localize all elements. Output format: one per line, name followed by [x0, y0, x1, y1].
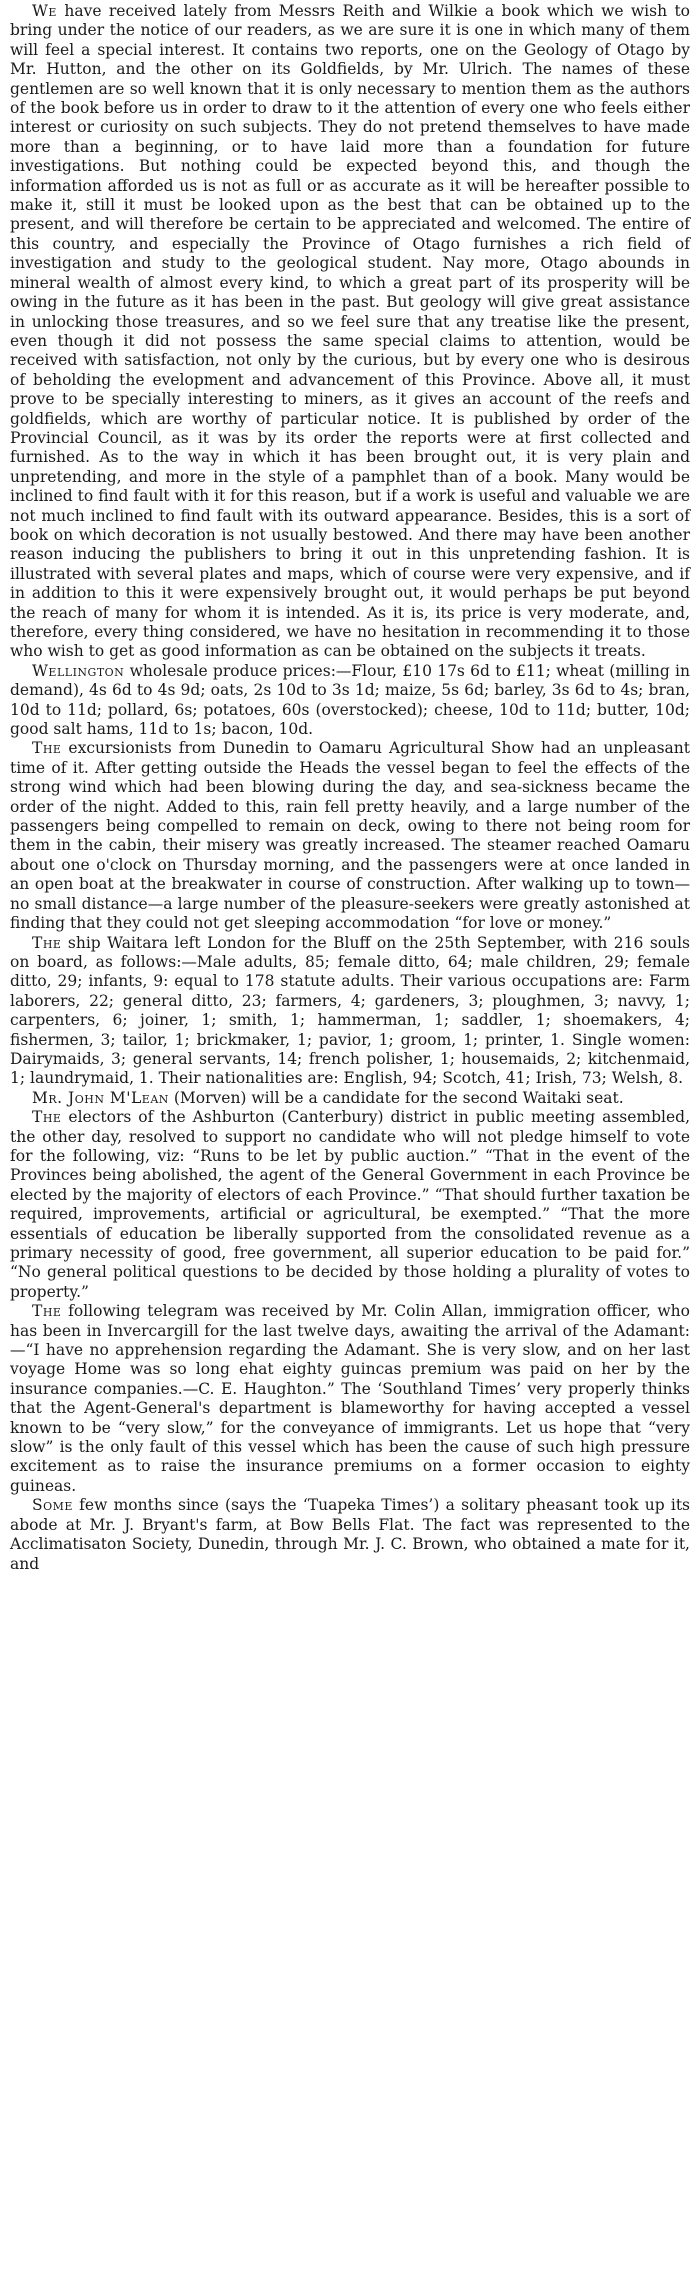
article-ship-waitara	[10, 934, 690, 1089]
article-lead: The	[32, 1108, 62, 1127]
article-lead: Some	[32, 1496, 73, 1515]
article-oamaru-excursion	[10, 739, 690, 933]
article-body: few months since (says the ‘Tuapeka Times’) a solitary pheasant took up its abode at Mr. J. Bryant's farm, at Bow Bells Flat. The fact was represented to the Acclimatisaton Society, Dunedin, through Mr. J. C. Brown, who obtained a mate for it, and	[10, 1496, 690, 1573]
article-body: following telegram was received by Mr. Colin Allan, immigration officer, who has been in Invercargill for the last twelve days, awaiting the arrival of the Adamant:—“I have no apprehension regarding the Adamant. She is very slow, and on her last voyage Home was so long ehat eighty guincas premium was paid on her by the insurance companies.—C. E. Haughton.” The ‘Southland Times’ very properly thinks that the Agent-General's department is blameworthy for having accepted a vessel known to be “very slow,” for the conveyance of immigrants. Let us hope that “very slow” is the only fault of this vessel which has been the cause of such high pressure excitement as to raise the insurance premiums on a former occasion to eighty guineas.	[10, 1302, 690, 1495]
article-geology-report	[10, 2, 690, 662]
article-pheasant	[10, 1496, 690, 1574]
article-body: electors of the Ashburton (Canterbury) district in public meeting assembled, the other day, resolved to support no candidate who will not pledge himself to vote for the following, viz: “Runs to be let by public auction.” “That in the event of the Provinces being abolished, the agent of the General Government in each Province be elected by the majority of electors of each Province.” “That should further taxation be required, improvements, artificial or agricultural, be exempted.” “That the more essentials of education be liberally supported from the consolidated revenue as a primary necessity of good, free government, all superior education to be paid for.” “No general political questions to be decided by those holding a plurality of votes to property.”	[10, 1108, 690, 1301]
article-body: wholesale produce prices:—Flour, £10 17s 6d to £11; wheat (milling in demand), 4s 6d to 4s 9d; oats, 2s 10d to 3s 1d; maize, 5s 6d; barley, 3s 6d to 4s; bran, 10d to 11d; pollard, 6s; potatoes, 60s (overstocked); cheese, 10d to 11d; butter, 10d; good salt hams, 11d to 1s; bacon, 10d.	[10, 661, 690, 739]
article-lead: We	[32, 2, 57, 20]
article-lead: The	[32, 1302, 62, 1321]
article-lead: The	[32, 933, 62, 952]
article-adamant-telegram	[10, 1302, 690, 1496]
article-body: have received lately from Messrs Reith and Wilkie a book which we wish to bring under the notice of our readers, as we are sure it is one in which many of them will feel a special interest. It contains two reports, one on the Geology of Otago by Mr. Hutton, and the other on its Goldfields, by Mr. Ulrich. The names of these gentlemen are so well known that it is only necessary to mention them as the authors of the book before us in order to draw to it the attention of every one who feels either interest or curiosity on such subjects. They do not pretend themselves to have made more than a beginning, or to have laid more than a foundation for future investigations. But nothing could be expected beyond this, and though the information afforded us is not as full or as accurate as it will be hereafter possible to make it, still it must be looked upon as the best that can be obtained up to the present, and will therefore be certain to be appreciated and welcomed. The entire of this country, and especially the Province of Otago furnishes a rich field of investigation and study to the geological student. Nay more, Otago abounds in mineral wealth of almost every kind, to which a great part of its prosperity will be owing in the future as it has been in the past. But geology will give great assistance in unlocking those treasures, and so we feel sure that any treatise like the present, even though it did not possess the same special claims to attention, would be received with satisfaction, not only by the curious, but by every one who is desirous of beholding the evelopment and advancement of this Province. Above all, it must prove to be specially interesting to miners, as it gives an account of the reefs and goldfields, which are worthy of particular notice. It is published by order of the Provincial Council, as it was by its order the reports were at first collected and furnished. As to the way in which it has been brought out, it is very plain and unpretending, and more in the style of a pamphlet than of a book. Many would be inclined to find fault with it for this reason, but if a work is useful and valuable we are not much inclined to find fault with its outward appearance. Besides, this is a sort of book on which decoration is not usually bestowed. And there may have been another reason inducing the publishers to bring it out in this unpretending fashion. It is illustrated with several plates and maps, which of course were very expensive, and if in addition to this it were expensively brought out, it would perhaps be put beyond the reach of many for whom it is intended. As it is, its price is very moderate, and, therefore, every thing considered, we have no hesitation in recommending it to those who wish to get as good information as can be obtained on the subjects it treats.	[10, 2, 690, 661]
article-wellington-prices	[10, 662, 690, 740]
article-lead: Mr. John M'Lean	[32, 1088, 169, 1107]
article-body: ship Waitara left London for the Bluff on the 25th September, with 216 souls on board, as follows:—Male adults, 85; female ditto, 64; male children, 29; female ditto, 29; infants, 9: equal to 178 statute adults. Their various occupations are: Farm laborers, 22; general ditto, 23; farmers, 4; gardeners, 3; ploughmen, 3; navvy, 1; carpenters, 6; joiner, 1; smith, 1; hammerman, 1; saddler, 1; shoemakers, 4; fishermen, 3; tailor, 1; brickmaker, 1; pavior, 1; groom, 1; printer, 1. Single women: Dairymaids, 3; general servants, 14; french polisher, 1; housemaids, 2; kitchenmaid, 1; laundrymaid, 1. Their nationalities are: English, 94; Scotch, 41; Irish, 73; Welsh, 8.	[10, 933, 690, 1088]
article-mclean-candidate	[10, 1089, 690, 1108]
article-ashburton-electors	[10, 1108, 690, 1302]
article-lead: The	[32, 739, 62, 758]
article-lead: Wellington	[32, 661, 125, 680]
article-body: excursionists from Dunedin to Oamaru Agricultural Show had an unpleasant time of it. After getting outside the Heads the vessel began to feel the effects of the strong wind which had been blowing during the day, and sea-sickness became the order of the night. Added to this, rain fell pretty heavily, and a large number of the passengers being compelled to remain on deck, owing to there not being room for them in the cabin, their misery was greatly increased. The steamer reached Oamaru about one o'clock on Thursday morning, and the passengers were at once landed in an open boat at the breakwater in course of construction. After walking up to town—no small distance—a large number of the pleasure-seekers were greatly astonished at finding that they could not get sleeping accommodation “for love or money.”	[10, 739, 690, 933]
article-body: (Morven) will be a candidate for the second Waitaki seat.	[168, 1088, 624, 1107]
